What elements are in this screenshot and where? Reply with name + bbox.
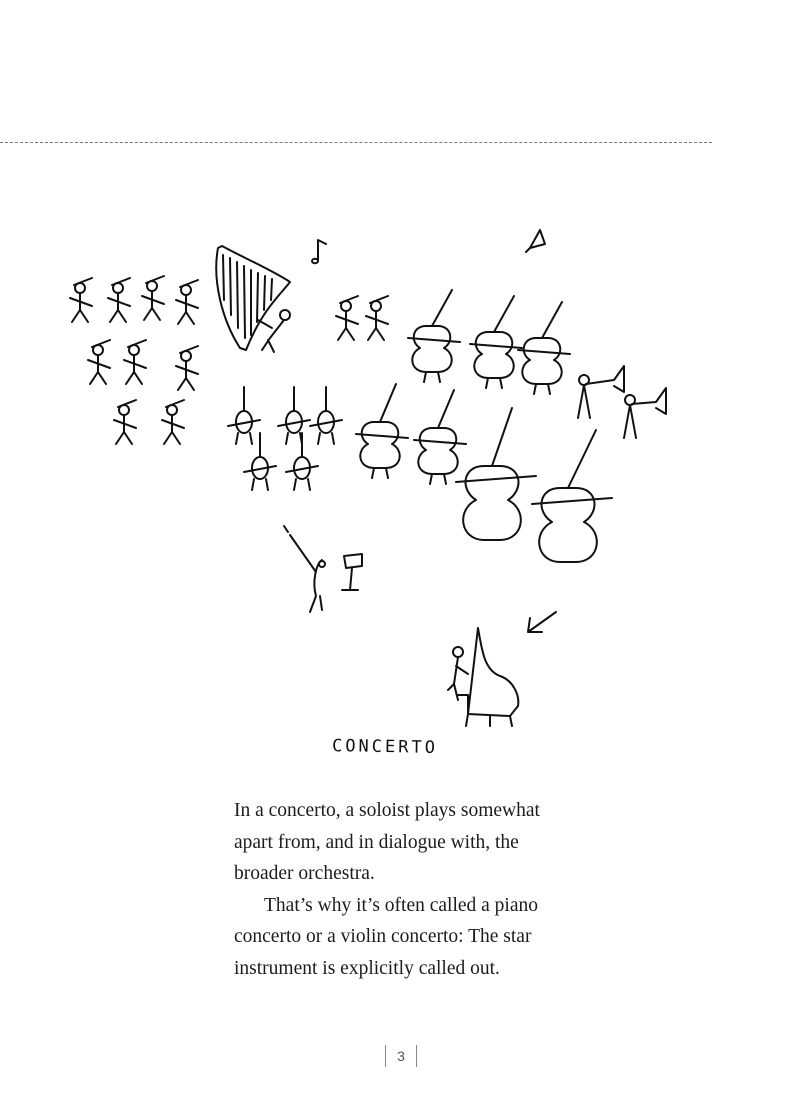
viola-section [228,387,342,490]
paragraph-2: That’s why it’s often called a piano concerto or a violin concerto: The star instrument is explicitly called out. [234,894,539,979]
violin-section [70,276,388,444]
paragraph-1: In a concerto, a soloist plays somewhat apart from, and in dialogue with, the broader orchestra. [234,800,540,884]
double-bass-section [456,408,612,562]
conductor [284,526,325,612]
header-dashed-rule [0,142,712,143]
harp [216,246,290,350]
body-text [234,795,564,984]
piano [458,628,518,726]
music-stand [342,554,362,590]
arrow-icon [528,612,556,632]
music-note-icon [526,230,545,252]
illustration-caption: CONCERTO [331,736,439,758]
music-note-icon [312,240,326,263]
pianist [448,647,468,700]
orchestra-illustration [0,200,800,760]
horn-section [578,366,666,438]
page-number: 3 [385,1045,417,1067]
cello-section [356,290,570,484]
